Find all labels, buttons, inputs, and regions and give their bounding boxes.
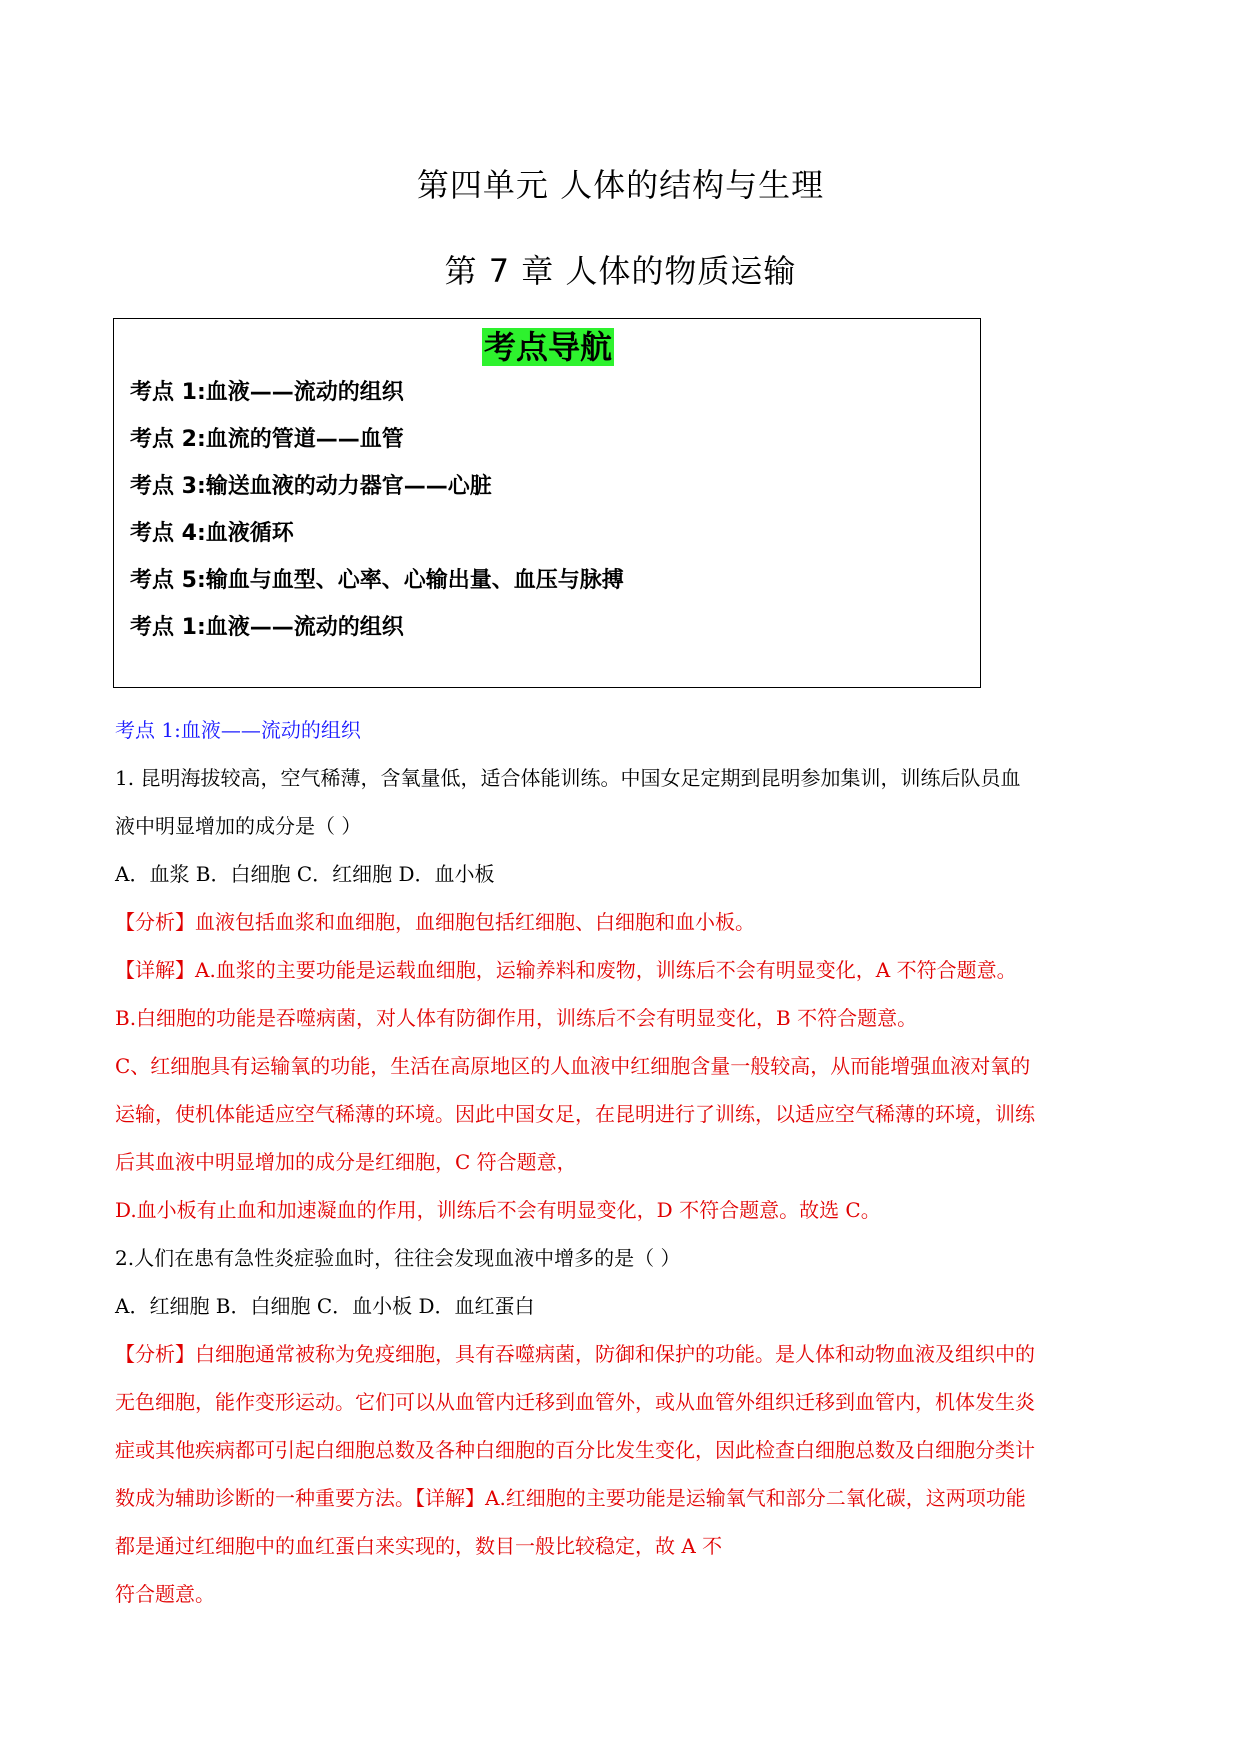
question-1-detail-line: D.血小板有止血和加速凝血的作用，训练后不会有明显变化，D 不符合题意。故选 C。 xyxy=(115,1198,881,1222)
question-2-analysis-line: 【分析】白细胞通常被称为免疫细胞，具有吞噬病菌，防御和保护的功能。是人体和动物血液及组织中的 xyxy=(115,1342,1035,1366)
navigation-item: 考点 2:血流的管道——血管 xyxy=(130,427,404,452)
navigation-item: 考点 4:血液循环 xyxy=(130,521,294,546)
navigation-list xyxy=(130,369,624,651)
question-2-options: A．红细胞 B．白细胞 C．血小板 D．血红蛋白 xyxy=(115,1294,535,1318)
question-1-stem-line: 1. 昆明海拔较高，空气稀薄，含氧量低，适合体能训练。中国女足定期到昆明参加集训，训练后队员血 xyxy=(115,766,1021,790)
question-2-analysis-line: 都是通过红细胞中的血红蛋白来实现的，数目一般比较稳定，故 A 不 xyxy=(115,1534,723,1558)
question-1-detail-line: 运输，使机体能适应空气稀薄的环境。因此中国女足，在昆明进行了训练，以适应空气稀薄的环境，训练 xyxy=(115,1102,1035,1126)
navigation-item: 考点 1:血液——流动的组织 xyxy=(130,380,404,405)
navigation-item: 考点 5:输血与血型、心率、心输出量、血压与脉搏 xyxy=(130,568,624,593)
section-heading: 考点 1:血液——流动的组织 xyxy=(115,718,361,742)
exam-points-navigation-box xyxy=(113,318,981,688)
navigation-item: 考点 1:血液——流动的组织 xyxy=(130,615,404,640)
question-1-detail-line: B.白细胞的功能是吞噬病菌，对人体有防御作用，训练后不会有明显变化，B 不符合题意。 xyxy=(115,1006,918,1030)
question-2-analysis-line: 无色细胞，能作变形运动。它们可以从血管内迁移到血管外，或从血管外组织迁移到血管内，机体发生炎 xyxy=(115,1390,1035,1414)
question-content xyxy=(115,712,1127,1624)
question-1-stem-line: 液中明显增加的成分是（ ） xyxy=(115,814,362,838)
question-1-detail-line: 后其血液中明显增加的成分是红细胞，C 符合题意， xyxy=(115,1150,577,1174)
question-2-analysis-line: 数成为辅助诊断的一种重要方法。【详解】A.红细胞的主要功能是运输氧气和部分二氧化碳，这两项功能 xyxy=(115,1486,1026,1510)
question-1-detail-line: 【详解】A.血浆的主要功能是运载血细胞，运输养料和废物，训练后不会有明显变化，A 不符合题意。 xyxy=(115,958,1017,982)
navigation-heading xyxy=(114,327,982,367)
unit-title: 第四单元 人体的结构与生理 xyxy=(416,166,825,204)
question-1-analysis: 【分析】血液包括血浆和血细胞，血细胞包括红细胞、白细胞和血小板。 xyxy=(115,910,755,934)
question-2-analysis-line: 符合题意。 xyxy=(115,1582,215,1606)
question-2-stem: 2.人们在患有急性炎症验血时，往往会发现血液中增多的是（ ） xyxy=(115,1246,681,1270)
navigation-item: 考点 3:输送血液的动力器官——心脏 xyxy=(130,474,492,499)
question-1-options: A．血浆 B．白细胞 C．红细胞 D．血小板 xyxy=(115,862,495,886)
question-1-detail-line: C、红细胞具有运输氧的功能，生活在高原地区的人血液中红细胞含量一般较高，从而能增强血液对氧的 xyxy=(115,1054,1031,1078)
navigation-heading-text: 考点导航 xyxy=(483,328,612,366)
question-2-analysis-line: 症或其他疾病都可引起白细胞总数及各种白细胞的百分比发生变化，因此检查白细胞总数及白细胞分类计 xyxy=(115,1438,1035,1462)
chapter-title: 第 7 章 人体的物质运输 xyxy=(444,252,797,290)
